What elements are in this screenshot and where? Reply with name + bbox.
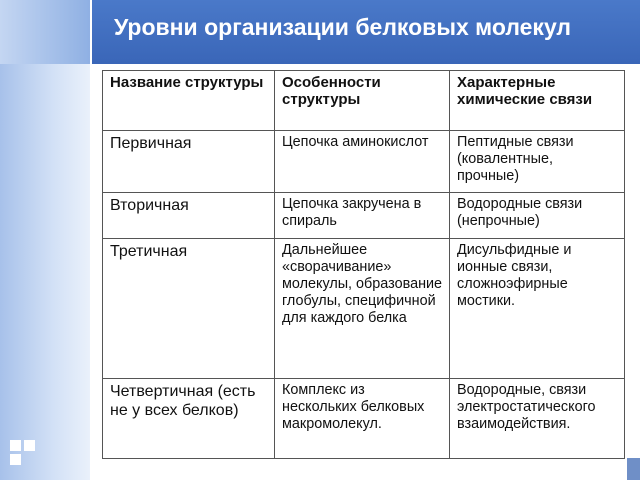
table-header-row (103, 71, 625, 131)
slide-title: Уровни организации белковых молекул (114, 14, 572, 40)
vertical-divider (90, 0, 92, 480)
row-bonds: Водородные, связи электростатического взаимодействия. (450, 379, 625, 459)
row-feature: Цепочка закручена в спираль (275, 193, 450, 239)
row-bonds: Дисульфидные и ионные связи, сложноэфирные мостики. (450, 239, 625, 379)
row-bonds: Пептидные связи (ковалентные, прочные) (450, 131, 625, 193)
row-name: Третичная (103, 239, 275, 379)
table-row (103, 193, 625, 239)
header-name: Название структуры (103, 71, 275, 131)
left-decor-corner (0, 0, 90, 64)
header-bonds: Характерные химические связи (450, 71, 625, 131)
decor-square (10, 440, 21, 451)
row-feature: Дальнейшее «сворачивание» молекулы, образование глобулы, специфичной для каждого белка (275, 239, 450, 379)
row-feature: Цепочка аминокислот (275, 131, 450, 193)
table-row (103, 379, 625, 459)
left-decor-bar (0, 0, 90, 480)
row-feature: Комплекс из нескольких белковых макромолекул. (275, 379, 450, 459)
protein-structure-table (102, 70, 625, 459)
corner-decor (627, 458, 640, 480)
decor-squares-icon (10, 440, 42, 472)
row-name: Первичная (103, 131, 275, 193)
row-name: Четвертичная (есть не у всех белков) (103, 379, 275, 459)
decor-square (10, 454, 21, 465)
table-row (103, 239, 625, 379)
row-bonds: Водородные связи (непрочные) (450, 193, 625, 239)
decor-square (24, 440, 35, 451)
header-feature: Особенности структуры (275, 71, 450, 131)
table-row (103, 131, 625, 193)
row-name: Вторичная (103, 193, 275, 239)
